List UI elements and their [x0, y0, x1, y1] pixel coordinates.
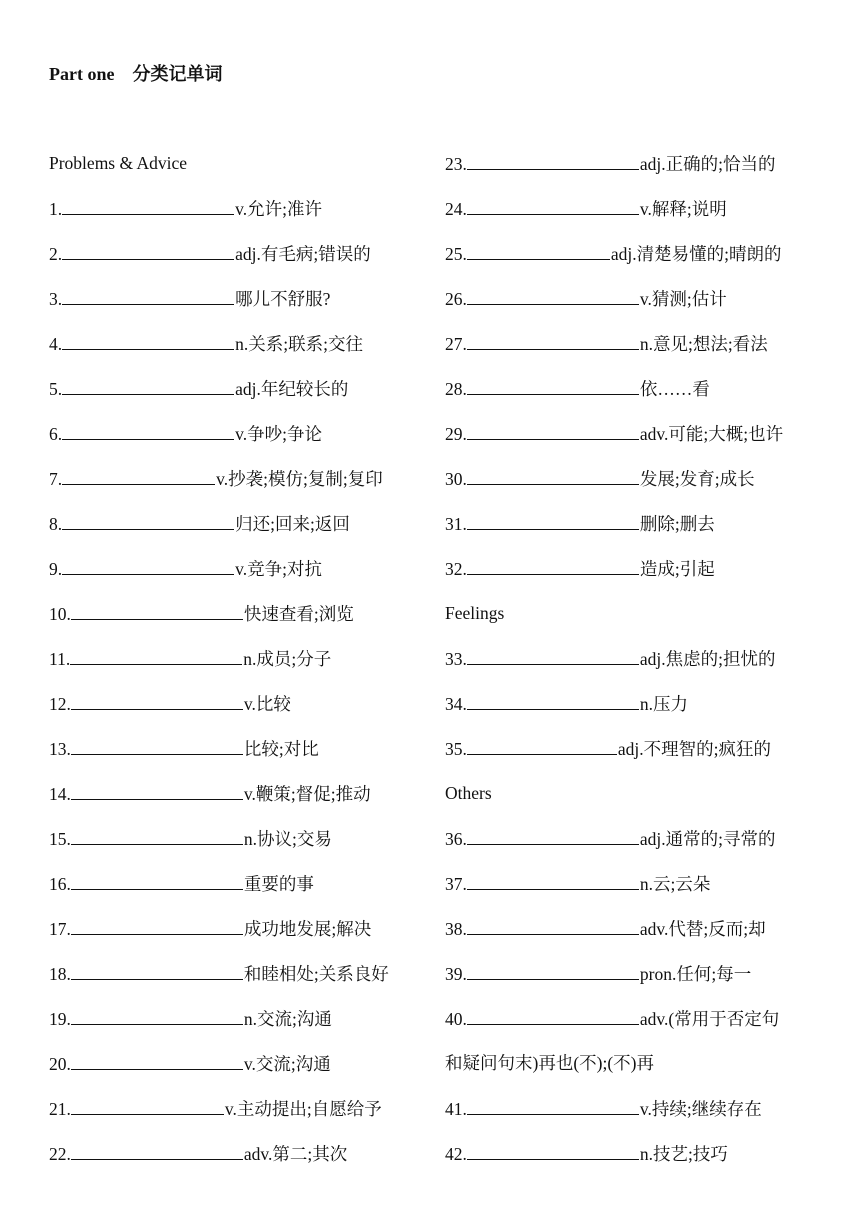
vocab-item — [49, 644, 429, 689]
item-number: 8. — [49, 514, 63, 534]
item-number: 42. — [445, 1144, 467, 1164]
item-meaning: adv.(常用于否定句 — [639, 1009, 780, 1029]
item-meaning: 快速查看;浏览 — [243, 604, 354, 624]
vocab-item — [445, 554, 845, 599]
item-meaning: adj.有毛病;错误的 — [235, 244, 371, 264]
section-heading: Problems & Advice — [49, 153, 188, 173]
answer-blank[interactable] — [467, 509, 639, 530]
item-meaning: adj.正确的;恰当的 — [639, 154, 776, 174]
item-meaning: n.关系;联系;交往 — [235, 334, 363, 354]
item-meaning: 归还;回来;返回 — [235, 514, 350, 534]
item-number: 41. — [445, 1099, 467, 1119]
answer-blank[interactable] — [467, 1004, 639, 1025]
item-meaning: v.主动提出;自愿给予 — [224, 1099, 382, 1119]
vocab-item — [445, 239, 845, 284]
answer-blank[interactable] — [467, 374, 639, 395]
item-number: 37. — [445, 874, 467, 894]
item-meaning: 成功地发展;解决 — [243, 919, 372, 939]
vocab-item — [445, 824, 845, 869]
vocab-item — [445, 734, 845, 779]
vocab-item — [445, 464, 845, 509]
vocab-item — [49, 329, 429, 374]
item-meaning: n.技艺;技巧 — [639, 1144, 728, 1164]
item-number: 24. — [445, 199, 467, 219]
vocab-item — [49, 689, 429, 734]
item-number: 17. — [49, 919, 71, 939]
vocab-item — [49, 1049, 429, 1094]
answer-blank[interactable] — [62, 509, 234, 530]
vocab-item — [445, 914, 845, 959]
vocab-item — [49, 824, 429, 869]
item-number: 39. — [445, 964, 467, 984]
answer-blank[interactable] — [467, 959, 639, 980]
vocab-item — [445, 509, 845, 554]
item-meaning: 哪儿不舒服? — [235, 289, 331, 309]
vocab-item — [445, 1139, 845, 1184]
item-meaning: v.抄袭;模仿;复制;复印 — [216, 469, 383, 489]
answer-blank[interactable] — [467, 194, 639, 215]
heading-title: 分类记单词 — [132, 64, 223, 84]
item-number: 6. — [49, 424, 63, 444]
vocab-item — [49, 1004, 429, 1049]
section-heading: Feelings — [445, 603, 505, 623]
vocab-item — [49, 374, 429, 419]
item-number: 10. — [49, 604, 71, 624]
item-number: 36. — [445, 829, 467, 849]
answer-blank[interactable] — [62, 194, 234, 215]
answer-blank[interactable] — [62, 374, 234, 395]
item-meaning: v.解释;说明 — [639, 199, 727, 219]
item-meaning: v.争吵;争论 — [235, 424, 322, 444]
vocab-item — [49, 419, 429, 464]
left-column — [49, 149, 429, 1184]
item-number: 9. — [49, 559, 63, 579]
vocab-item — [49, 779, 429, 824]
item-number: 27. — [445, 334, 467, 354]
vocab-item — [445, 149, 845, 194]
vocab-item — [49, 1094, 429, 1139]
item-meaning: v.持续;继续存在 — [639, 1099, 762, 1119]
item-meaning: adv.第二;其次 — [243, 1144, 348, 1164]
item-meaning: adj.不理智的;疯狂的 — [617, 739, 771, 759]
section-heading: Others — [445, 783, 492, 803]
item-meaning: n.云;云朵 — [639, 874, 711, 894]
answer-blank[interactable] — [71, 869, 243, 890]
answer-blank[interactable] — [467, 689, 639, 710]
item-number: 40. — [445, 1009, 467, 1029]
vocab-item — [49, 914, 429, 959]
item-number: 35. — [445, 739, 467, 759]
answer-blank[interactable] — [71, 959, 243, 980]
answer-blank[interactable] — [71, 1049, 243, 1070]
item-meaning: v.竞争;对抗 — [235, 559, 322, 579]
heading-part: Part one — [49, 64, 115, 84]
item-number: 12. — [49, 694, 71, 714]
answer-blank[interactable] — [70, 644, 242, 665]
item-meaning: pron.任何;每一 — [639, 964, 752, 984]
item-number: 15. — [49, 829, 71, 849]
answer-blank[interactable] — [71, 599, 243, 620]
item-number: 19. — [49, 1009, 71, 1029]
answer-blank[interactable] — [467, 824, 639, 845]
item-number: 11. — [49, 649, 71, 669]
item-number: 34. — [445, 694, 467, 714]
answer-blank[interactable] — [62, 239, 234, 260]
vocab-item — [49, 464, 429, 509]
item-number: 16. — [49, 874, 71, 894]
item-number: 23. — [445, 154, 467, 174]
item-number: 28. — [445, 379, 467, 399]
item-meaning: n.意见;想法;看法 — [639, 334, 768, 354]
answer-blank[interactable] — [467, 1094, 639, 1115]
answer-blank[interactable] — [71, 1004, 243, 1025]
page-heading — [49, 60, 222, 86]
item-meaning: adj.通常的;寻常的 — [639, 829, 776, 849]
item-meaning: 比较;对比 — [243, 739, 319, 759]
answer-blank[interactable] — [71, 734, 243, 755]
vocab-item — [445, 869, 845, 914]
vocab-item — [445, 194, 845, 239]
vocab-item — [49, 284, 429, 329]
item-meaning: adv.代替;反而;却 — [639, 919, 766, 939]
item-number: 3. — [49, 289, 63, 309]
answer-blank[interactable] — [467, 419, 639, 440]
vocab-item — [445, 1004, 845, 1049]
vocab-item — [49, 959, 429, 1004]
vocab-item — [445, 1094, 845, 1139]
answer-blank[interactable] — [467, 734, 617, 755]
item-number: 29. — [445, 424, 467, 444]
vocab-item — [49, 869, 429, 914]
item-meaning: v.允许;准许 — [235, 199, 322, 219]
item-meaning: n.协议;交易 — [243, 829, 332, 849]
item-meaning: n.交流;沟通 — [243, 1009, 332, 1029]
item-number: 32. — [445, 559, 467, 579]
answer-blank[interactable] — [71, 824, 243, 845]
answer-blank[interactable] — [62, 554, 234, 575]
item-number: 20. — [49, 1054, 71, 1074]
answer-blank[interactable] — [467, 284, 639, 305]
vocab-item — [49, 1139, 429, 1184]
item-number: 26. — [445, 289, 467, 309]
item-meaning: v.猜测;估计 — [639, 289, 727, 309]
item-number: 30. — [445, 469, 467, 489]
answer-blank[interactable] — [71, 914, 243, 935]
answer-blank[interactable] — [467, 869, 639, 890]
vocab-item — [445, 329, 845, 374]
item-meaning: 依……看 — [639, 379, 710, 399]
answer-blank[interactable] — [467, 149, 639, 170]
item-number: 18. — [49, 964, 71, 984]
answer-blank[interactable] — [62, 284, 234, 305]
vocab-item — [445, 284, 845, 329]
item-meaning: 发展;发育;成长 — [639, 469, 755, 489]
vocab-item — [49, 509, 429, 554]
item-number: 5. — [49, 379, 63, 399]
item-meaning: 重要的事 — [243, 874, 314, 894]
answer-blank[interactable] — [62, 464, 215, 485]
section-heading: 和疑问句末)再也(不);(不)再 — [445, 1053, 654, 1073]
item-meaning: adv.可能;大概;也许 — [639, 424, 784, 444]
item-meaning: v.比较 — [243, 694, 291, 714]
answer-blank[interactable] — [62, 329, 234, 350]
item-number: 38. — [445, 919, 467, 939]
item-number: 4. — [49, 334, 63, 354]
item-number: 7. — [49, 469, 63, 489]
vocab-item — [49, 599, 429, 644]
item-meaning: n.压力 — [639, 694, 688, 714]
item-meaning: adj.焦虑的;担忧的 — [639, 649, 776, 669]
answer-blank[interactable] — [467, 914, 639, 935]
vocab-item — [49, 194, 429, 239]
item-number: 2. — [49, 244, 63, 264]
vocab-item — [445, 419, 845, 464]
item-number: 13. — [49, 739, 71, 759]
answer-blank[interactable] — [71, 779, 243, 800]
right-column — [445, 149, 845, 1184]
answer-blank[interactable] — [71, 689, 243, 710]
vocab-item — [49, 239, 429, 284]
vocab-item — [49, 554, 429, 599]
item-meaning: adj.年纪较长的 — [235, 379, 349, 399]
answer-blank[interactable] — [467, 329, 639, 350]
vocab-item — [445, 644, 845, 689]
item-meaning: 造成;引起 — [639, 559, 715, 579]
answer-blank[interactable] — [467, 239, 610, 260]
item-number: 1. — [49, 199, 63, 219]
vocab-item — [445, 959, 845, 1004]
answer-blank[interactable] — [62, 419, 234, 440]
answer-blank[interactable] — [467, 554, 639, 575]
item-meaning: v.鞭策;督促;推动 — [243, 784, 371, 804]
item-meaning: 删除;删去 — [639, 514, 715, 534]
item-number: 25. — [445, 244, 467, 264]
item-meaning: v.交流;沟通 — [243, 1054, 331, 1074]
item-meaning: n.成员;分子 — [243, 649, 332, 669]
item-number: 21. — [49, 1099, 71, 1119]
answer-blank[interactable] — [467, 464, 639, 485]
vocab-item — [445, 689, 845, 734]
item-number: 33. — [445, 649, 467, 669]
answer-blank[interactable] — [71, 1094, 224, 1115]
item-number: 22. — [49, 1144, 71, 1164]
answer-blank[interactable] — [71, 1139, 243, 1160]
item-number: 31. — [445, 514, 467, 534]
answer-blank[interactable] — [467, 644, 639, 665]
item-meaning: adj.清楚易懂的;晴朗的 — [610, 244, 782, 264]
item-number: 14. — [49, 784, 71, 804]
item-meaning: 和睦相处;关系良好 — [243, 964, 389, 984]
answer-blank[interactable] — [467, 1139, 639, 1160]
vocab-item — [445, 374, 845, 419]
vocab-item — [49, 734, 429, 779]
